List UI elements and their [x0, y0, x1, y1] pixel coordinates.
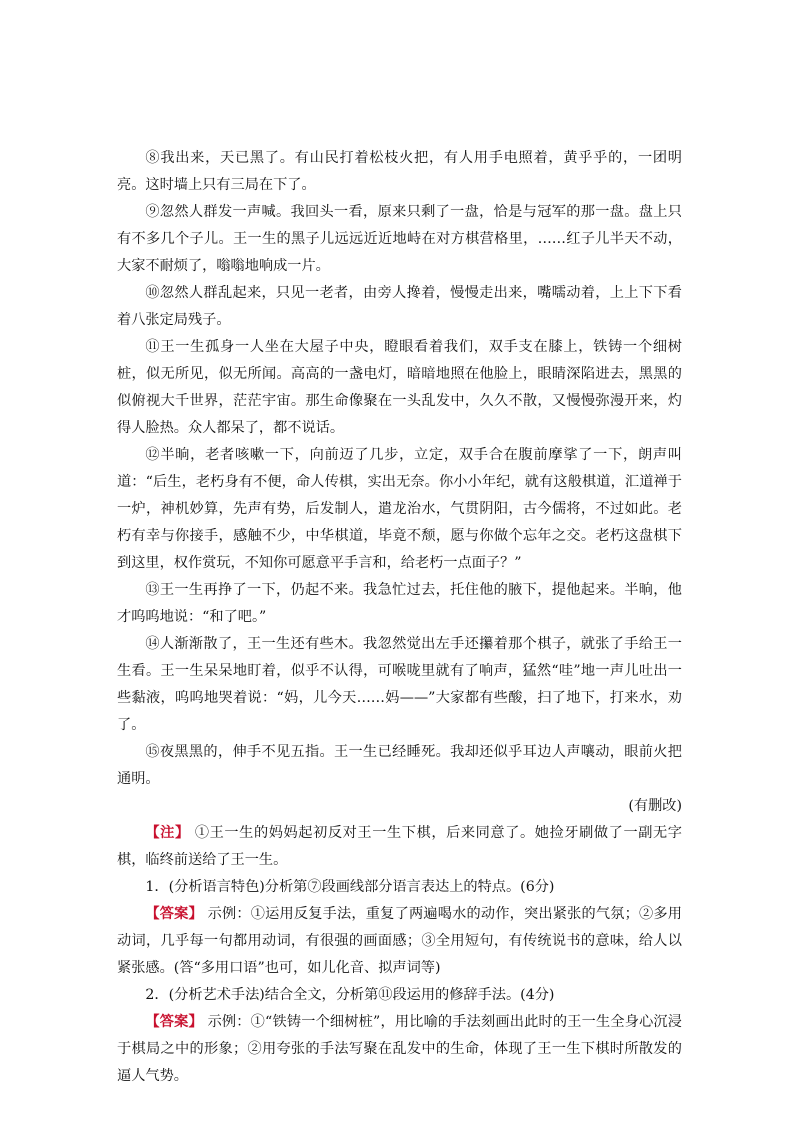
document-page	[117, 145, 682, 1090]
paragraph-12: ⑫半晌，老者咳嗽一下，向前迈了几步，立定，双手合在腹前摩挲了一下，朗声叫道：“后生，老朽身有不便，命人传棋，实出无奈。你小小年纪，就有这般棋道，汇道禅于一炉，神机妙算，先声有势，后发制人，遣龙治水，气贯阴阳，古今儒将，不过如此。老朽有幸与你接手，感触不少，中华棋道，毕竟不颓，愿与你做个忘年之交。老朽这盘棋下到这里，权作赏玩，不知你可愿意平手言和，给老朽一点面子？”	[117, 447, 682, 571]
paragraph-9: ⑨忽然人群发一声喊。我回头一看，原来只剩了一盘，恰是与冠军的那一盘。盘上只有不多几个子儿。王一生的黑子儿远远近近地峙在对方棋营格里，……红子儿半天不动，大家不耐烦了，嗡嗡地响成一片。	[117, 204, 682, 274]
answer-2	[117, 1009, 682, 1090]
paragraph-10: ⑩忽然人群乱起来，只见一老者，由旁人搀着，慢慢走出来，嘴嚅动着，上上下下看着八张定局残子。	[117, 285, 682, 328]
paragraph-15: ⑮夜黑黑的，伸手不见五指。王一生已经睡死。我却还似乎耳边人声嚷动，眼前火把通明。	[117, 744, 682, 787]
question-1: 1．(分析语言特色)分析第⑦段画线部分语言表达上的特点。(6分)	[145, 879, 555, 895]
answer-text: 示例：①运用反复手法，重复了两遍喝水的动作，突出紧张的气氛；②多用动词，几乎每一句都用动词，有很强的画面感；③全用短句，有传统说书的意味，给人以紧张感。(答“多用口语”也可，如儿化音、拟声词等)	[117, 906, 682, 976]
question-2: 2．(分析艺术手法)结合全文，分析第⑪段运用的修辞手法。(4分)	[145, 987, 555, 1003]
answer-text: 示例：①“铁铸一个细树桩”，用比喻的手法刻画出此时的王一生全身心沉浸于棋局之中的形象；②用夸张的手法写聚在乱发中的生命，体现了王一生下棋时所散发的逼人气势。	[117, 1014, 682, 1084]
annotation-label: 【注】	[145, 825, 190, 841]
paragraph-11: ⑪王一生孤身一人坐在大屋子中央，瞪眼看着我们，双手支在膝上，铁铸一个细树桩，似无所见，似无所闻。高高的一盏电灯，暗暗地照在他脸上，眼睛深陷进去，黑黑的似俯视大千世界，茫茫宇宙。那生命像聚在一头乱发中，久久不散，又慢慢弥漫开来，灼得人脸热。众人都呆了，都不说话。	[117, 339, 682, 436]
answer-1	[117, 901, 682, 982]
source-note: (有删改)	[628, 798, 682, 814]
paragraph-14: ⑭人渐渐散了，王一生还有些木。我忽然觉出左手还攥着那个棋子，就张了手给王一生看。王一生呆呆地盯着，似乎不认得，可喉咙里就有了响声，猛然“哇”地一声儿吐出一些黏液，呜呜地哭着说：“妈，儿今天……妈——”大家都有些酸，扫了地下，打来水，劝了。	[117, 636, 682, 733]
annotation-text: ①王一生的妈妈起初反对王一生下棋，后来同意了。她捡牙刷做了一副无字棋，临终前送给了王一生。	[117, 825, 682, 868]
paragraph-13: ⑬王一生再挣了一下，仍起不来。我急忙过去，托住他的腋下，提他起来。半晌，他才呜呜地说：“和了吧。”	[117, 582, 682, 625]
answer-label: 【答案】	[145, 906, 203, 922]
paragraph-8: ⑧我出来，天已黑了。有山民打着松枝火把，有人用手电照着，黄乎乎的，一团明亮。这时墙上只有三局在下了。	[117, 150, 682, 193]
annotation	[117, 820, 682, 874]
answer-label: 【答案】	[145, 1014, 203, 1030]
